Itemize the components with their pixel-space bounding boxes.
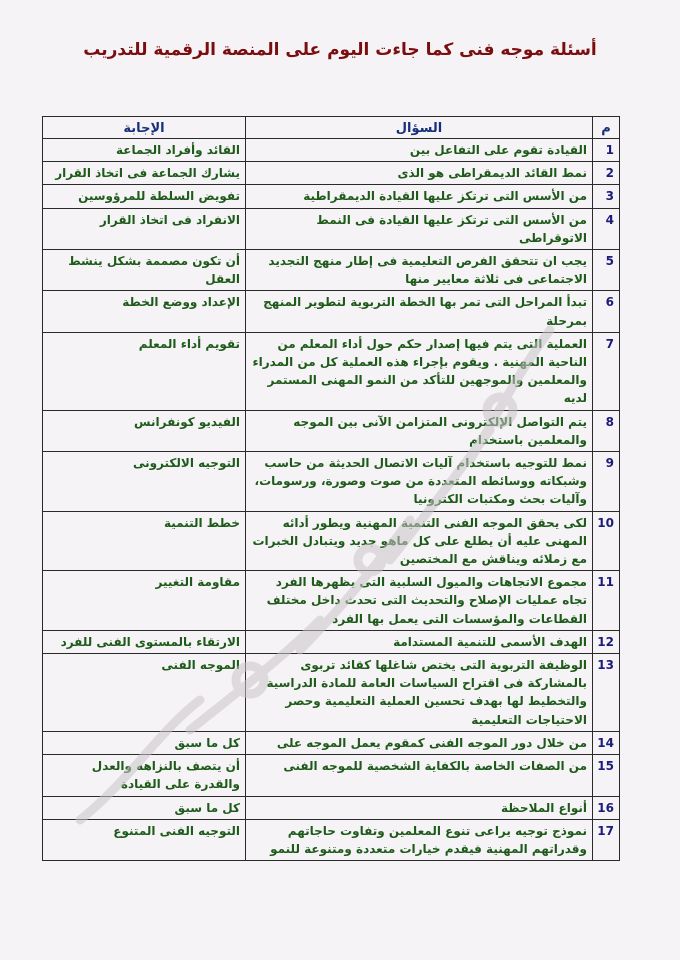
row-question: من الأسس التى ترتكز عليها القيادة الديمقراطية	[246, 185, 593, 208]
row-answer: خطط التنمية	[43, 511, 246, 571]
row-answer: كل ما سبق	[43, 796, 246, 819]
row-question: الوظيفة التربوية التى يختص شاغلها كقائد تربوى بالمشاركة فى اقتراح السياسات العامة للمادة الدراسية والتخطيط لها بهدف تحسين العملية التعليمية وحصر الاحتياجات التعليمية	[246, 654, 593, 732]
row-question: تبدأ المراحل التى تمر بها الخطة التربوية لتطوير المنهج بمرحلة	[246, 291, 593, 332]
table-row	[43, 250, 620, 291]
row-number: 6	[593, 291, 620, 332]
row-question: من الصفات الخاصة بالكفاية الشخصية للموجه الفنى	[246, 755, 593, 796]
qa-table-body	[43, 139, 620, 861]
row-answer: الارتقاء بالمستوى الفنى للفرد	[43, 630, 246, 653]
row-question: مجموع الاتجاهات والميول السلبية التى يظهرها الفرد تجاه عمليات الإصلاح والتحديث التى تحدث داخل مختلف القطاعات والمؤسسات التى يعمل بها الفرد	[246, 571, 593, 631]
qa-table	[42, 116, 620, 861]
row-question: نمط للتوجيه باستخدام آليات الاتصال الحديثة من حاسب وشبكاته ووسائطه المتعددة من صوت وصورة، ورسومات، وآليات بحث ومكتبات الكترونيا	[246, 452, 593, 512]
table-row	[43, 630, 620, 653]
row-answer: أن تكون مصممة بشكل ينشط العقل	[43, 250, 246, 291]
row-number: 15	[593, 755, 620, 796]
row-answer: يشارك الجماعة فى اتخاذ القرار	[43, 162, 246, 185]
row-question: القيادة تقوم على التفاعل بين	[246, 139, 593, 162]
row-question: نمط القائد الديمقراطى هو الذى	[246, 162, 593, 185]
row-number: 11	[593, 571, 620, 631]
row-answer: الانفراد فى اتخاذ القرار	[43, 208, 246, 249]
row-number: 7	[593, 332, 620, 410]
table-row	[43, 755, 620, 796]
table-row	[43, 511, 620, 571]
table-row	[43, 291, 620, 332]
table-row	[43, 819, 620, 860]
table-row	[43, 139, 620, 162]
table-row	[43, 185, 620, 208]
row-answer: التوجيه الالكترونى	[43, 452, 246, 512]
row-question: أنواع الملاحظة	[246, 796, 593, 819]
table-row	[43, 452, 620, 512]
row-answer: الإعداد ووضع الخطة	[43, 291, 246, 332]
header-number: م	[593, 117, 620, 139]
page-title: أسئلة موجه فنى كما جاءت اليوم على المنصة الرقمية للتدريب	[83, 40, 597, 60]
row-number: 12	[593, 630, 620, 653]
row-number: 9	[593, 452, 620, 512]
row-question: يجب ان تتحقق الفرص التعليمية فى إطار منهج التجديد الاجتماعى فى ثلاثة معايير منها	[246, 250, 593, 291]
row-question: الهدف الأسمى للتنمية المستدامة	[246, 630, 593, 653]
row-number: 13	[593, 654, 620, 732]
table-row	[43, 162, 620, 185]
table-row	[43, 654, 620, 732]
row-number: 1	[593, 139, 620, 162]
row-question: نموذج توجيه يراعى تنوع المعلمين وتفاوت حاجاتهم وقدراتهم المهنية فيقدم خيارات متعددة ومتنوعة للنمو	[246, 819, 593, 860]
row-answer: التوجيه الفنى المتنوع	[43, 819, 246, 860]
row-number: 4	[593, 208, 620, 249]
row-answer: تقويم أداء المعلم	[43, 332, 246, 410]
row-number: 17	[593, 819, 620, 860]
row-number: 5	[593, 250, 620, 291]
row-answer: تفويض السلطة للمرؤوسين	[43, 185, 246, 208]
table-row	[43, 410, 620, 451]
table-row	[43, 796, 620, 819]
row-question: من خلال دور الموجه الفنى كمقوم يعمل الموجه على	[246, 731, 593, 754]
row-answer: الموجه الفنى	[43, 654, 246, 732]
row-number: 14	[593, 731, 620, 754]
header-answer: الإجابة	[43, 117, 246, 139]
row-number: 8	[593, 410, 620, 451]
header-question: السؤال	[246, 117, 593, 139]
table-header-row	[43, 117, 620, 139]
table-row	[43, 571, 620, 631]
row-answer: الفيديو كونفرانس	[43, 410, 246, 451]
row-question: العملية التى يتم فيها إصدار حكم حول أداء المعلم من الناحية المهنية . ويقوم بإجراء هذه العملية كل من المدراء والمعلمين والموجهين للتأكد من النمو المهنى المستمر لديه	[246, 332, 593, 410]
row-answer: القائد وأفراد الجماعة	[43, 139, 246, 162]
table-row	[43, 731, 620, 754]
row-number: 16	[593, 796, 620, 819]
row-number: 3	[593, 185, 620, 208]
table-row	[43, 332, 620, 410]
row-question: يتم التواصل الإلكترونى المتزامن الآنى بين الموجه والمعلمين باستخدام	[246, 410, 593, 451]
row-number: 10	[593, 511, 620, 571]
row-answer: مقاومة التغيير	[43, 571, 246, 631]
row-question: لكى يحقق الموجه الفنى التنمية المهنية ويطور أدائه المهنى عليه أن يطلع على كل ماهو جديد ويتبادل الخبرات مع زملائه ويناقش مع المختصين	[246, 511, 593, 571]
table-row	[43, 208, 620, 249]
row-answer: أن يتصف بالنزاهه والعدل والقدرة على القيادة	[43, 755, 246, 796]
row-number: 2	[593, 162, 620, 185]
row-answer: كل ما سبق	[43, 731, 246, 754]
row-question: من الأسس التى ترتكز عليها القيادة فى النمط الاتوقراطى	[246, 208, 593, 249]
